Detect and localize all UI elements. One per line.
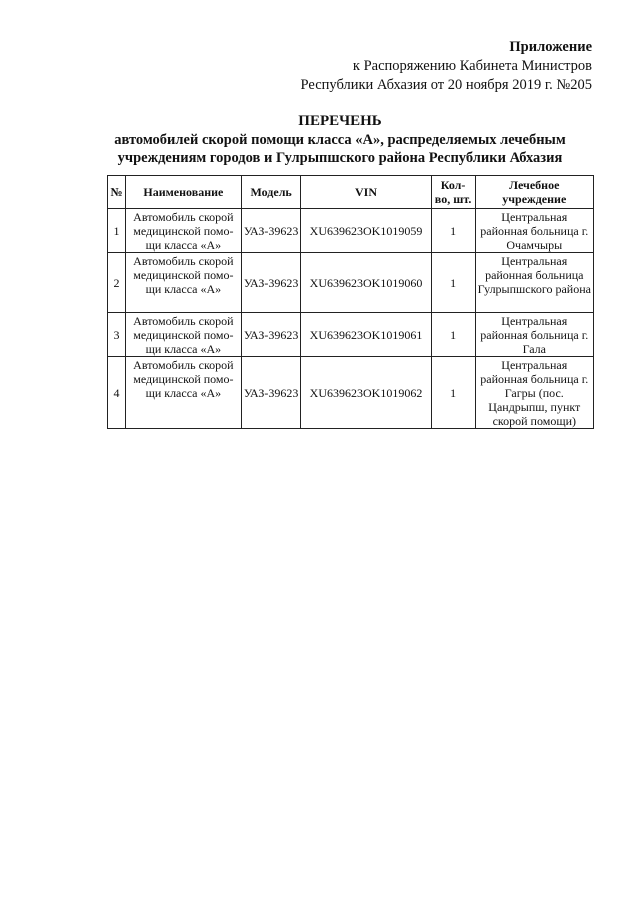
appendix-line-2: Республики Абхазия от 20 ноября 2019 г. №205	[300, 77, 592, 93]
col-header-num: №	[108, 176, 126, 209]
table-row	[108, 253, 594, 313]
appendix-line-1: к Распоряжению Кабинета Министров	[352, 58, 592, 74]
cell-model: УАЗ-39623	[241, 253, 301, 313]
cell-qty: 1	[431, 313, 475, 357]
document-subtitle-1: автомобилей скорой помощи класса «А», распределяемых лечебным	[114, 132, 566, 148]
cell-qty: 1	[431, 209, 475, 253]
table-header-row	[108, 176, 594, 209]
col-header-institution: Лечебное учреждение	[475, 176, 593, 209]
cell-institution: Центральная районная больница Гулрыпшского района	[475, 253, 593, 313]
document-subtitle-2: учреждениям городов и Гулрыпшского района Республики Абхазия	[117, 150, 563, 166]
cell-qty: 1	[431, 357, 475, 429]
document-title: ПЕРЕЧЕНЬ	[298, 113, 382, 129]
cell-num: 3	[108, 313, 126, 357]
cell-name: Автомобиль скорой медицинской помо-щи класса «А»	[125, 209, 241, 253]
cell-name: Автомобиль скорой медицинской помо-щи класса «А»	[125, 313, 241, 357]
document-heading	[60, 112, 620, 167]
cell-model: УАЗ-39623	[241, 313, 301, 357]
cell-num: 2	[108, 253, 126, 313]
cell-vin: XU639623OK1019059	[301, 209, 431, 253]
appendix-title: Приложение	[509, 39, 592, 55]
col-header-vin: VIN	[301, 176, 431, 209]
col-header-name: Наименование	[125, 176, 241, 209]
cell-model: УАЗ-39623	[241, 357, 301, 429]
cell-institution: Центральная районная больница г. Очамчыры	[475, 209, 593, 253]
cell-vin: XU639623OK1019062	[301, 357, 431, 429]
table-row	[108, 313, 594, 357]
cell-qty: 1	[431, 253, 475, 313]
cell-vin: XU639623OK1019061	[301, 313, 431, 357]
cell-name: Автомобиль скорой медицинской помо-щи класса «А»	[125, 357, 241, 429]
cell-vin: XU639623OK1019060	[301, 253, 431, 313]
col-header-qty: Кол-во, шт.	[431, 176, 475, 209]
table-row	[108, 209, 594, 253]
cell-num: 1	[108, 209, 126, 253]
cell-model: УАЗ-39623	[241, 209, 301, 253]
ambulance-table	[107, 175, 594, 429]
col-header-model: Модель	[241, 176, 301, 209]
cell-num: 4	[108, 357, 126, 429]
cell-name: Автомобиль скорой медицинской помо-щи класса «А»	[125, 253, 241, 313]
cell-institution: Центральная районная больница г. Гала	[475, 313, 593, 357]
appendix-header	[301, 38, 592, 95]
table-row	[108, 357, 594, 429]
cell-institution: Центральная районная больница г. Гагры (пос. Цандрыпш, пункт скорой помощи)	[475, 357, 593, 429]
